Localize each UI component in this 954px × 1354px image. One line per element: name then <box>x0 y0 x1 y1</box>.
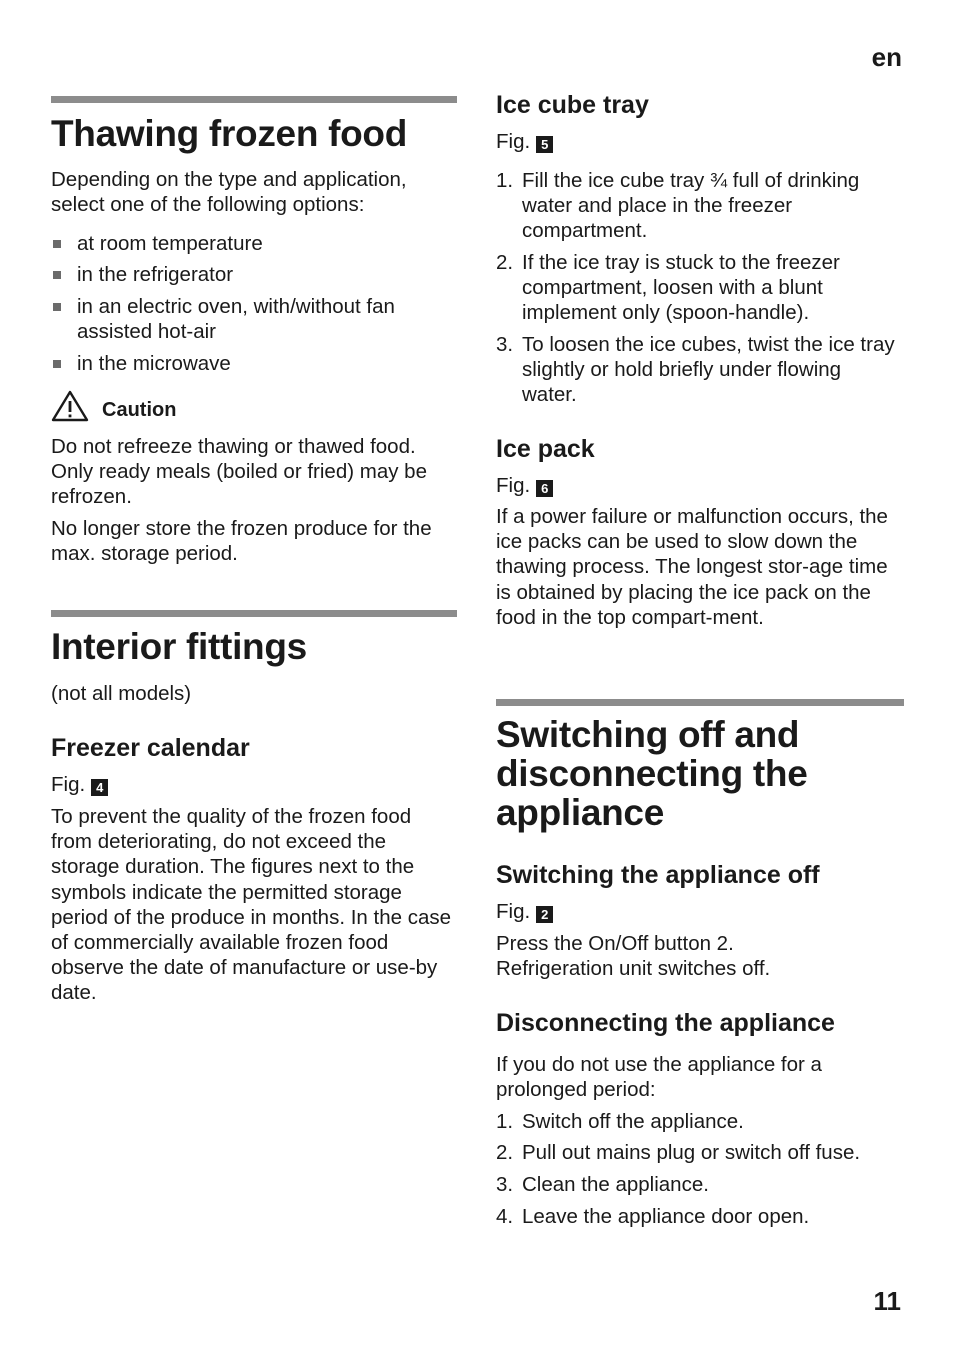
bullet-icon <box>53 360 61 368</box>
figure-reference: Fig. 5 <box>496 129 553 154</box>
bullet-icon <box>53 240 61 248</box>
figure-reference: Fig. 2 <box>496 899 553 924</box>
ice-pack-text: If a power failure or malfunction occurs, the ice packs can be used to slow down the thawing process. The longest stor-age time is obtained by placing the ice pack on the food in the top compart-ment. <box>496 505 888 629</box>
list-item: in the microwave <box>51 351 451 376</box>
list-item: 4. Leave the appliance door open. <box>496 1205 810 1228</box>
freezer-calendar-text: To prevent the quality of the frozen food from deteriorating, do not exceed the storage duration. The figures next to the symbols indicate the permitted storage period of the produce in months. In the case of commercially available frozen food observe the date of manufacture or use-by date. <box>51 805 452 1005</box>
list-item: in the refrigerator <box>51 262 451 287</box>
list-item: in an electric oven, with/without fan assisted hot-air <box>51 294 441 344</box>
figure-reference: Fig. 6 <box>496 473 553 498</box>
figure-number-badge: 2 <box>536 906 553 923</box>
warning-triangle-icon <box>51 390 89 422</box>
caution-text: No longer store the frozen produce for the max. storage period. <box>51 517 432 566</box>
section-rule <box>51 96 457 103</box>
list-item: 2. If the ice tray is stuck to the freezer compartment, loosen with a blunt implement only (spoon-handle). <box>496 251 840 325</box>
ice-pack-heading: Ice pack <box>496 435 595 463</box>
switching-off-text: Press the On/Off button 2. Refrigeration unit switches off. <box>496 932 771 981</box>
list-item: at room temperature <box>51 231 451 256</box>
list-item: 3. To loosen the ice cubes, twist the ice tray slightly or hold briefly under flowing water. <box>496 333 895 407</box>
interior-note: (not all models) <box>51 682 192 705</box>
figure-number-badge: 4 <box>91 779 108 796</box>
switching-title: Switching off and disconnecting the appliance <box>496 714 808 833</box>
ice-cube-tray-heading: Ice cube tray <box>496 91 649 119</box>
list-item: 1. Switch off the appliance. <box>496 1110 744 1133</box>
disconnecting-heading: Disconnecting the appliance <box>496 1009 835 1037</box>
caution-box <box>51 386 351 426</box>
caution-text: Do not refreeze thawing or thawed food. Only ready meals (boiled or fried) may be refrozen. <box>51 435 427 509</box>
interior-title: Interior fittings <box>51 626 307 667</box>
caution-label: Caution <box>102 399 177 421</box>
figure-reference: Fig. 4 <box>51 772 108 797</box>
freezer-calendar-heading: Freezer calendar <box>51 734 250 762</box>
disconnecting-intro: If you do not use the appliance for a prolonged period: <box>496 1053 822 1102</box>
list-item: 3. Clean the appliance. <box>496 1173 709 1196</box>
page-number: 11 <box>873 1286 901 1316</box>
figure-number-badge: 5 <box>536 136 553 153</box>
bullet-icon <box>53 271 61 279</box>
switching-off-heading: Switching the appliance off <box>496 861 820 889</box>
list-item: 1. Fill the ice cube tray ¾ full of drinking water and place in the freezer compartment. <box>496 169 860 243</box>
section-rule <box>496 699 904 706</box>
figure-number-badge: 6 <box>536 480 553 497</box>
list-item: 2. Pull out mains plug or switch off fuse. <box>496 1141 861 1164</box>
section-rule <box>51 610 457 617</box>
thawing-intro: Depending on the type and application, select one of the following options: <box>51 168 407 217</box>
language-code: en <box>871 42 902 72</box>
thawing-title: Thawing frozen food <box>51 113 408 154</box>
bullet-icon <box>53 303 61 311</box>
